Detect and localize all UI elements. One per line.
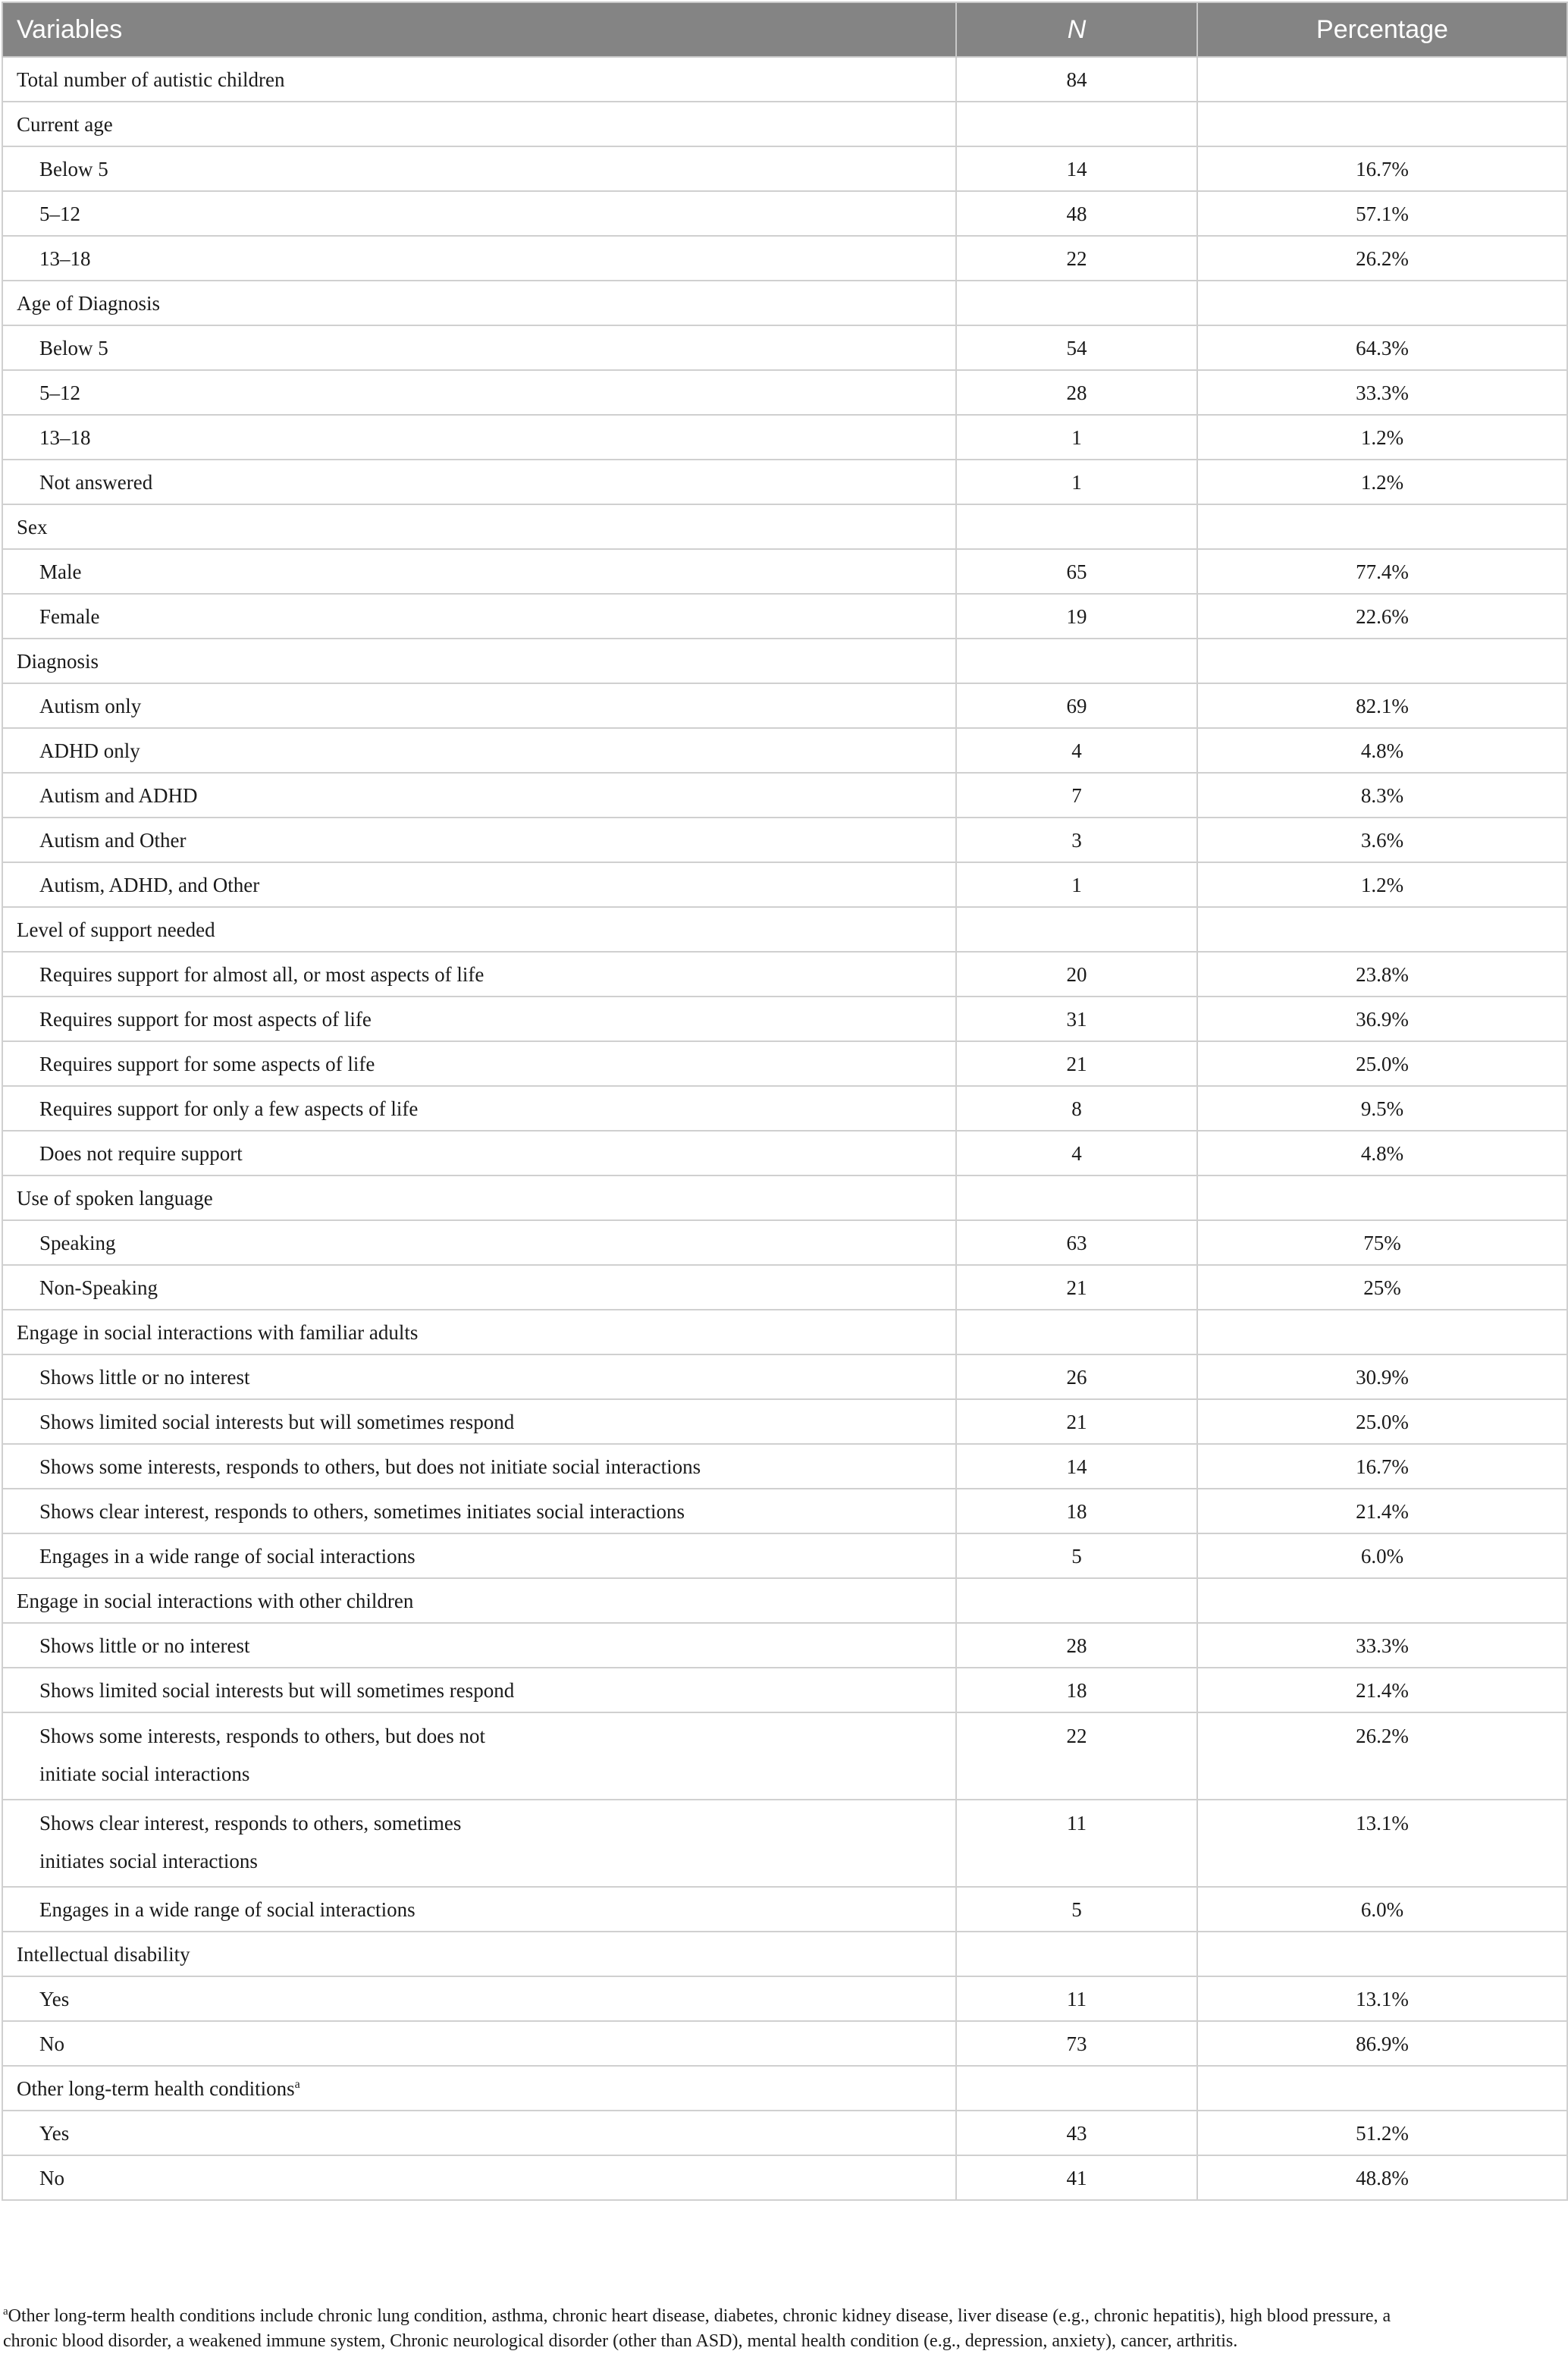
percentage-cell xyxy=(1197,1175,1567,1220)
table-row xyxy=(2,460,1567,504)
item-label: ADHD only xyxy=(2,728,956,773)
percentage-cell: 25.0% xyxy=(1197,1041,1567,1086)
percentage-cell: 33.3% xyxy=(1197,1623,1567,1668)
table-row xyxy=(2,1131,1567,1175)
category-label xyxy=(2,1932,956,1976)
table-row xyxy=(2,773,1567,818)
percentage-cell: 9.5% xyxy=(1197,1086,1567,1131)
category-row xyxy=(2,504,1567,549)
category-row xyxy=(2,1932,1567,1976)
n-cell: 18 xyxy=(956,1668,1197,1712)
percentage-cell xyxy=(1197,1310,1567,1354)
percentage-cell: 57.1% xyxy=(1197,191,1567,236)
item-label: Requires support for most aspects of life xyxy=(2,997,956,1041)
n-cell: 7 xyxy=(956,773,1197,818)
n-cell: 1 xyxy=(956,415,1197,460)
percentage-cell xyxy=(1197,1932,1567,1976)
percentage-cell: 16.7% xyxy=(1197,146,1567,191)
n-cell: 5 xyxy=(956,1887,1197,1932)
n-cell: 4 xyxy=(956,728,1197,773)
item-label: Yes xyxy=(2,2111,956,2155)
percentage-cell xyxy=(1197,2066,1567,2111)
percentage-cell: 4.8% xyxy=(1197,728,1567,773)
n-cell xyxy=(956,281,1197,325)
item-label: Does not require support xyxy=(2,1131,956,1175)
footnote-marker: a xyxy=(3,2305,8,2318)
table-row xyxy=(2,1976,1567,2021)
percentage-cell: 16.7% xyxy=(1197,1444,1567,1489)
category-row xyxy=(2,2066,1567,2111)
table-row xyxy=(2,1354,1567,1399)
item-label-line-2: initiates social interactions xyxy=(39,1850,258,1872)
table-row xyxy=(2,683,1567,728)
n-cell: 3 xyxy=(956,818,1197,862)
n-cell: 41 xyxy=(956,2155,1197,2200)
n-cell: 69 xyxy=(956,683,1197,728)
percentage-cell: 26.2% xyxy=(1197,236,1567,281)
table-row xyxy=(2,2021,1567,2066)
table-row xyxy=(2,2111,1567,2155)
table-row xyxy=(2,1623,1567,1668)
item-label-line-1: Shows clear interest, responds to others, sometimes xyxy=(39,1812,462,1835)
n-cell xyxy=(956,102,1197,146)
percentage-cell: 1.2% xyxy=(1197,415,1567,460)
table-body xyxy=(2,57,1567,2200)
category-row xyxy=(2,1310,1567,1354)
table-row xyxy=(2,1220,1567,1265)
category-label-text: Intellectual disability xyxy=(17,1942,190,1966)
n-cell: 31 xyxy=(956,997,1197,1041)
n-cell: 1 xyxy=(956,862,1197,907)
percentage-cell: 3.6% xyxy=(1197,818,1567,862)
item-label: Autism, ADHD, and Other xyxy=(2,862,956,907)
n-cell: 22 xyxy=(956,236,1197,281)
percentage-cell: 22.6% xyxy=(1197,594,1567,639)
table-row xyxy=(2,1041,1567,1086)
percentage-cell: 33.3% xyxy=(1197,370,1567,415)
table-row xyxy=(2,594,1567,639)
category-label-text: Diagnosis xyxy=(17,649,99,673)
percentage-cell: 82.1% xyxy=(1197,683,1567,728)
item-label xyxy=(2,1800,956,1887)
category-label-text: Other long-term health conditions xyxy=(17,2076,295,2100)
item-label: Autism and ADHD xyxy=(2,773,956,818)
header-n: N xyxy=(956,2,1197,57)
table-row xyxy=(2,862,1567,907)
item-label: Speaking xyxy=(2,1220,956,1265)
n-cell: 11 xyxy=(956,1800,1197,1887)
n-cell xyxy=(956,1310,1197,1354)
table-row xyxy=(2,1533,1567,1578)
percentage-cell: 64.3% xyxy=(1197,325,1567,370)
item-label: Requires support for almost all, or most aspects of life xyxy=(2,952,956,997)
n-cell: 14 xyxy=(956,146,1197,191)
table-row xyxy=(2,415,1567,460)
n-cell xyxy=(956,504,1197,549)
n-cell: 11 xyxy=(956,1976,1197,2021)
item-label: Engages in a wide range of social interactions xyxy=(2,1533,956,1578)
n-cell: 43 xyxy=(956,2111,1197,2155)
table-row xyxy=(2,549,1567,594)
category-row xyxy=(2,102,1567,146)
table-row xyxy=(2,997,1567,1041)
item-label: 13–18 xyxy=(2,415,956,460)
n-cell xyxy=(956,1578,1197,1623)
table-row xyxy=(2,1265,1567,1310)
item-label: Below 5 xyxy=(2,325,956,370)
item-label: Engages in a wide range of social interactions xyxy=(2,1887,956,1932)
category-label xyxy=(2,102,956,146)
table-row xyxy=(2,325,1567,370)
table-row xyxy=(2,952,1567,997)
n-cell xyxy=(956,2066,1197,2111)
percentage-cell xyxy=(1197,504,1567,549)
item-label: Shows little or no interest xyxy=(2,1354,956,1399)
category-label-text: Age of Diagnosis xyxy=(17,291,160,315)
item-label: Not answered xyxy=(2,460,956,504)
item-label: No xyxy=(2,2155,956,2200)
category-row xyxy=(2,1175,1567,1220)
table-row xyxy=(2,1712,1567,1800)
percentage-cell xyxy=(1197,1578,1567,1623)
item-label: 5–12 xyxy=(2,370,956,415)
item-label: Requires support for some aspects of life xyxy=(2,1041,956,1086)
item-label: Autism and Other xyxy=(2,818,956,862)
category-label-text: Level of support needed xyxy=(17,918,215,941)
footnote xyxy=(3,2304,1565,2354)
percentage-cell: 36.9% xyxy=(1197,997,1567,1041)
item-label: Female xyxy=(2,594,956,639)
n-cell: 63 xyxy=(956,1220,1197,1265)
percentage-cell xyxy=(1197,281,1567,325)
footnote-reference: a xyxy=(294,2077,300,2091)
table-row xyxy=(2,191,1567,236)
percentage-cell xyxy=(1197,907,1567,952)
category-label xyxy=(2,2066,956,2111)
n-cell: 5 xyxy=(956,1533,1197,1578)
percentage-cell: 25.0% xyxy=(1197,1399,1567,1444)
item-label xyxy=(2,1712,956,1800)
n-cell: 21 xyxy=(956,1265,1197,1310)
category-label-text: Sex xyxy=(17,515,48,538)
percentage-cell: 8.3% xyxy=(1197,773,1567,818)
category-row xyxy=(2,1578,1567,1623)
n-cell: 20 xyxy=(956,952,1197,997)
table-row xyxy=(2,818,1567,862)
table-row xyxy=(2,1399,1567,1444)
item-label: Shows some interests, responds to others, but does not initiate social interactions xyxy=(2,1444,956,1489)
n-cell: 48 xyxy=(956,191,1197,236)
percentage-cell: 48.8% xyxy=(1197,2155,1567,2200)
percentage-cell: 4.8% xyxy=(1197,1131,1567,1175)
table-row xyxy=(2,1489,1567,1533)
n-cell: 18 xyxy=(956,1489,1197,1533)
n-cell: 1 xyxy=(956,460,1197,504)
percentage-cell: 30.9% xyxy=(1197,1354,1567,1399)
category-label-text: Engage in social interactions with other children xyxy=(17,1589,414,1612)
table-row xyxy=(2,236,1567,281)
item-label: No xyxy=(2,2021,956,2066)
percentage-cell: 6.0% xyxy=(1197,1533,1567,1578)
category-label xyxy=(2,57,956,102)
item-label: Shows little or no interest xyxy=(2,1623,956,1668)
n-cell: 21 xyxy=(956,1041,1197,1086)
n-cell: 4 xyxy=(956,1131,1197,1175)
table-row xyxy=(2,370,1567,415)
header-variables: Variables xyxy=(2,2,956,57)
category-label xyxy=(2,1175,956,1220)
n-cell: 26 xyxy=(956,1354,1197,1399)
item-label: 5–12 xyxy=(2,191,956,236)
footnote-line-1: Other long-term health conditions include chronic lung condition, asthma, chronic heart disease, diabetes, chronic kidney disease, liver disease (e.g., chronic hepatitis), high blood pressure, a xyxy=(8,2306,1391,2326)
n-cell: 19 xyxy=(956,594,1197,639)
item-label: Requires support for only a few aspects of life xyxy=(2,1086,956,1131)
item-label: Male xyxy=(2,549,956,594)
table-row xyxy=(2,1086,1567,1131)
header-percentage: Percentage xyxy=(1197,2,1567,57)
item-label: Yes xyxy=(2,1976,956,2021)
category-label xyxy=(2,1310,956,1354)
category-label-text: Engage in social interactions with familiar adults xyxy=(17,1320,419,1344)
percentage-cell xyxy=(1197,57,1567,102)
category-row xyxy=(2,639,1567,683)
item-label: Below 5 xyxy=(2,146,956,191)
percentage-cell: 25% xyxy=(1197,1265,1567,1310)
percentage-cell: 1.2% xyxy=(1197,460,1567,504)
percentage-cell: 23.8% xyxy=(1197,952,1567,997)
percentage-cell: 6.0% xyxy=(1197,1887,1567,1932)
percentage-cell: 21.4% xyxy=(1197,1489,1567,1533)
percentage-cell: 51.2% xyxy=(1197,2111,1567,2155)
category-label xyxy=(2,639,956,683)
percentage-cell: 1.2% xyxy=(1197,862,1567,907)
item-label: Shows limited social interests but will sometimes respond xyxy=(2,1399,956,1444)
table-row xyxy=(2,1887,1567,1932)
n-cell: 21 xyxy=(956,1399,1197,1444)
demographics-table xyxy=(2,2,1568,2201)
n-cell xyxy=(956,1175,1197,1220)
percentage-cell: 13.1% xyxy=(1197,1976,1567,2021)
category-row xyxy=(2,907,1567,952)
table-row xyxy=(2,2155,1567,2200)
n-cell: 73 xyxy=(956,2021,1197,2066)
percentage-cell: 13.1% xyxy=(1197,1800,1567,1887)
table-row xyxy=(2,1668,1567,1712)
category-label xyxy=(2,504,956,549)
percentage-cell xyxy=(1197,102,1567,146)
item-label-line-1: Shows some interests, responds to others, but does not xyxy=(39,1725,485,1747)
n-cell xyxy=(956,639,1197,683)
item-label-line-2: initiate social interactions xyxy=(39,1762,250,1785)
n-cell: 22 xyxy=(956,1712,1197,1800)
category-label-text: Total number of autistic children xyxy=(17,67,285,91)
category-label-text: Use of spoken language xyxy=(17,1186,213,1210)
item-label: Shows clear interest, responds to others, sometimes initiates social interactions xyxy=(2,1489,956,1533)
n-cell xyxy=(956,1932,1197,1976)
percentage-cell: 26.2% xyxy=(1197,1712,1567,1800)
percentage-cell: 77.4% xyxy=(1197,549,1567,594)
percentage-cell: 21.4% xyxy=(1197,1668,1567,1712)
table-row xyxy=(2,1444,1567,1489)
category-label xyxy=(2,281,956,325)
item-label: 13–18 xyxy=(2,236,956,281)
n-cell: 65 xyxy=(956,549,1197,594)
percentage-cell: 86.9% xyxy=(1197,2021,1567,2066)
item-label: Shows limited social interests but will sometimes respond xyxy=(2,1668,956,1712)
item-label: Non-Speaking xyxy=(2,1265,956,1310)
item-label: Autism only xyxy=(2,683,956,728)
n-cell: 84 xyxy=(956,57,1197,102)
n-cell: 8 xyxy=(956,1086,1197,1131)
n-cell: 14 xyxy=(956,1444,1197,1489)
footnote-line-2: chronic blood disorder, a weakened immune system, Chronic neurological disorder (other than ASD), mental health condition (e.g., depression, anxiety), cancer, arthritis. xyxy=(3,2331,1238,2351)
n-cell: 28 xyxy=(956,370,1197,415)
category-label xyxy=(2,907,956,952)
n-cell: 28 xyxy=(956,1623,1197,1668)
n-cell xyxy=(956,907,1197,952)
percentage-cell xyxy=(1197,639,1567,683)
table-row xyxy=(2,1800,1567,1887)
category-row xyxy=(2,281,1567,325)
category-row xyxy=(2,57,1567,102)
category-label xyxy=(2,1578,956,1623)
percentage-cell: 75% xyxy=(1197,1220,1567,1265)
header-row xyxy=(2,2,1567,57)
table-row xyxy=(2,146,1567,191)
table-row xyxy=(2,728,1567,773)
category-label-text: Current age xyxy=(17,112,113,136)
n-cell: 54 xyxy=(956,325,1197,370)
